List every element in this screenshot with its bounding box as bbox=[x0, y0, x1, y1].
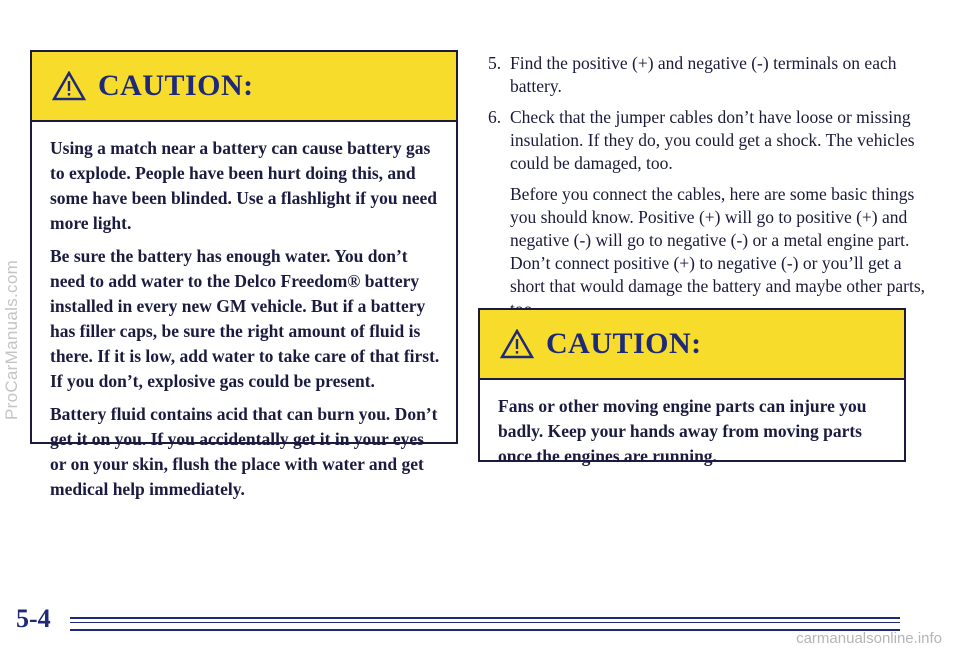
step-number: 6. bbox=[488, 107, 502, 127]
right-column bbox=[488, 52, 928, 321]
caution-box-battery-gas bbox=[30, 50, 458, 499]
caution-paragraph: Fans or other moving engine parts can injure you badly. Keep your hands away from moving parts once the engines are running. bbox=[498, 396, 867, 466]
step-text: Find the positive (+) and negative (-) terminals on each battery. bbox=[510, 53, 897, 96]
footer-rule bbox=[70, 617, 900, 631]
caution-header bbox=[480, 310, 904, 380]
caution-title: CAUTION: bbox=[546, 327, 702, 360]
site-watermark: carmanualsonline.info bbox=[796, 630, 942, 647]
caution-box-moving-parts bbox=[478, 308, 906, 466]
warning-triangle-icon bbox=[500, 329, 534, 359]
caution-body bbox=[480, 380, 904, 487]
step-text: Check that the jumper cables don’t have loose or missing insulation. If they do, you could get a shock. The vehicles could be damaged, too. bbox=[510, 107, 915, 173]
body-paragraph: Before you connect the cables, here are some basic things you should know. Positive (+) will go to positive (+) and negative (-) will go to negative (-) or a metal engine part. Don’t connect positive (+) to negative (-) or you’ll get a short that would damage the battery and maybe other parts, bbox=[510, 184, 926, 296]
warning-triangle-icon bbox=[52, 71, 86, 101]
caution-body bbox=[32, 122, 456, 520]
watermark-text: ProCarManuals.com bbox=[2, 259, 21, 421]
step-number: 5. bbox=[488, 53, 502, 73]
caution-paragraph: Battery fluid contains acid that can burn you. Don’t get it on you. If you accidentally get it in your eyes or on your skin, flush the place with water and get medical help immediately. bbox=[50, 404, 438, 499]
caution-paragraph: Using a match near a battery can cause battery gas to explode. People have been hurt doing this, and some have been blinded. Use a flashlight if you need more light. bbox=[50, 138, 437, 233]
caution-paragraph: Be sure the battery has enough water. You don’t need to add water to the Delco Freedom® battery installed in every new GM vehicle. But if a battery has filler caps, be sure the right amount of fluid is there. If it is low, add water to take care of that first. If you don’t, explosive gas could be present. bbox=[50, 246, 440, 391]
caution-title: CAUTION: bbox=[98, 69, 254, 102]
step-item bbox=[488, 106, 928, 175]
page-number: 5-4 bbox=[16, 604, 51, 633]
step-item bbox=[488, 52, 928, 98]
caution-header bbox=[32, 52, 456, 122]
